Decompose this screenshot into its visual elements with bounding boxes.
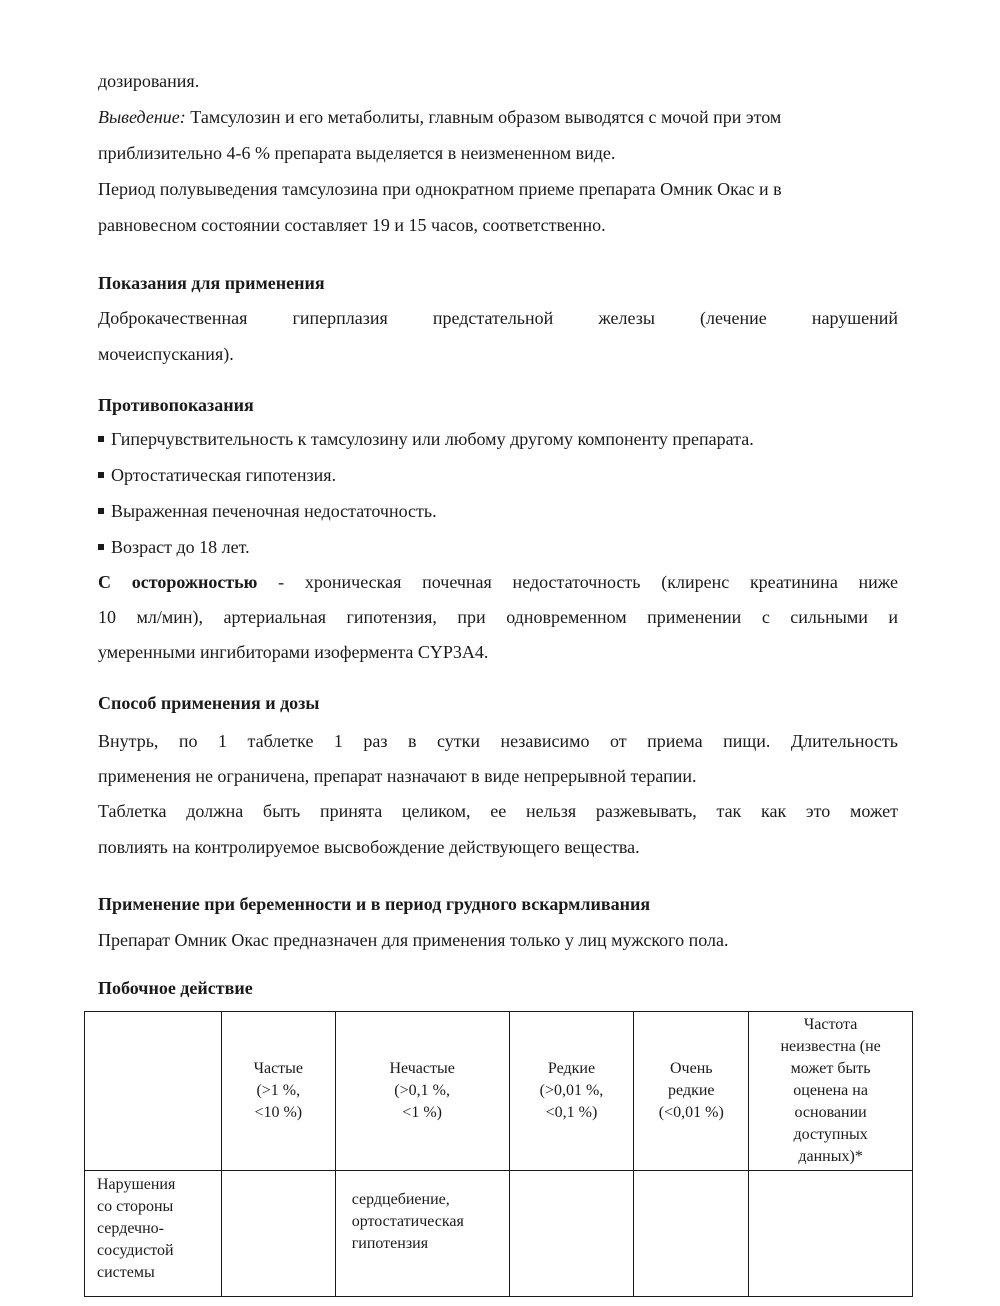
dosage-line-4: повлиять на контролируемое высвобождение действующего вещества. (98, 837, 640, 857)
elimination-paragraph-line-2: приблизительно 4-6 % препарата выделяется в неизмененном виде. (98, 143, 616, 163)
caution-line-2: 10 мл/мин), артериальная гипотензия, при одновременном применении с сильными и (98, 607, 898, 627)
bullet-icon (98, 436, 104, 442)
continuation-text: дозирования. (98, 71, 200, 91)
table-cell (749, 1171, 913, 1297)
dosage-line-2: применения не ограничена, препарат назначают в виде непрерывной терапии. (98, 766, 697, 786)
indications-heading: Показания для применения (98, 273, 325, 293)
table-row (85, 1171, 913, 1297)
bullet-icon (98, 508, 104, 514)
dosage-line-3: Таблетка должна быть принята целиком, ее нельзя разжевывать, так как это может (98, 801, 898, 821)
table-cell (634, 1171, 749, 1297)
table-cell (509, 1171, 634, 1297)
indications-line-1: Доброкачественная гиперплазия предстательной железы (лечение нарушений (98, 308, 898, 328)
contraindication-item: Гиперчувствительность к тамсулозину или любому другому компоненту препарата. (98, 428, 754, 450)
contraindication-item: Ортостатическая гипотензия. (98, 464, 336, 486)
table-header-cell: Частые (>1 %, <10 %) (221, 1012, 335, 1171)
elimination-paragraph-line-1 (98, 106, 781, 128)
half-life-line-2: равновесном состоянии составляет 19 и 15 часов, соответственно. (98, 215, 606, 235)
caution-text: - хроническая почечная недостаточность (клиренс креатинина ниже (257, 572, 898, 592)
caution-label: С осторожностью (98, 572, 258, 592)
table-header-cell: Частота неизвестна (не может быть оценена на основании доступных данных)* (749, 1012, 913, 1171)
table-header-cell (85, 1012, 222, 1171)
caution-line-1 (98, 571, 898, 593)
table-header-cell: Нечастые (>0,1 %, <1 %) (335, 1012, 509, 1171)
table-header-cell: Редкие (>0,01 %, <0,1 %) (509, 1012, 634, 1171)
bullet-icon (98, 544, 104, 550)
dosage-heading: Способ применения и дозы (98, 693, 320, 713)
table-row-header-cell: Нарушения со стороны сердечно- сосудистой системы (85, 1171, 222, 1297)
table-cell: сердцебиение, ортостатическая гипотензия (335, 1171, 509, 1297)
contraindication-item: Выраженная печеночная недостаточность. (98, 500, 437, 522)
table-header-cell: Очень редкие (<0,01 %) (634, 1012, 749, 1171)
half-life-line-1: Период полувыведения тамсулозина при однократном приеме препарата Омник Окас и в (98, 179, 782, 199)
elimination-text: Тамсулозин и его метаболиты, главным образом выводятся с мочой при этом (185, 107, 782, 127)
pregnancy-heading: Применение при беременности и в период грудного вскармливания (98, 894, 651, 914)
contraindication-item: Возраст до 18 лет. (98, 536, 250, 558)
side-effects-heading: Побочное действие (98, 978, 253, 998)
bullet-icon (98, 472, 104, 478)
dosage-line-1: Внутрь, по 1 таблетке 1 раз в сутки независимо от приема пищи. Длительность (98, 731, 898, 751)
caution-line-3: умеренными ингибиторами изофермента CYP3A4. (98, 642, 489, 662)
elimination-label: Выведение: (98, 107, 186, 127)
table-header-row (85, 1012, 913, 1171)
indications-line-2: мочеиспускания). (98, 344, 234, 364)
pregnancy-line-1: Препарат Омник Окас предназначен для применения только у лиц мужского пола. (98, 930, 729, 950)
table-cell (221, 1171, 335, 1297)
contraindications-heading: Противопоказания (98, 395, 254, 415)
side-effects-table (84, 1011, 913, 1297)
